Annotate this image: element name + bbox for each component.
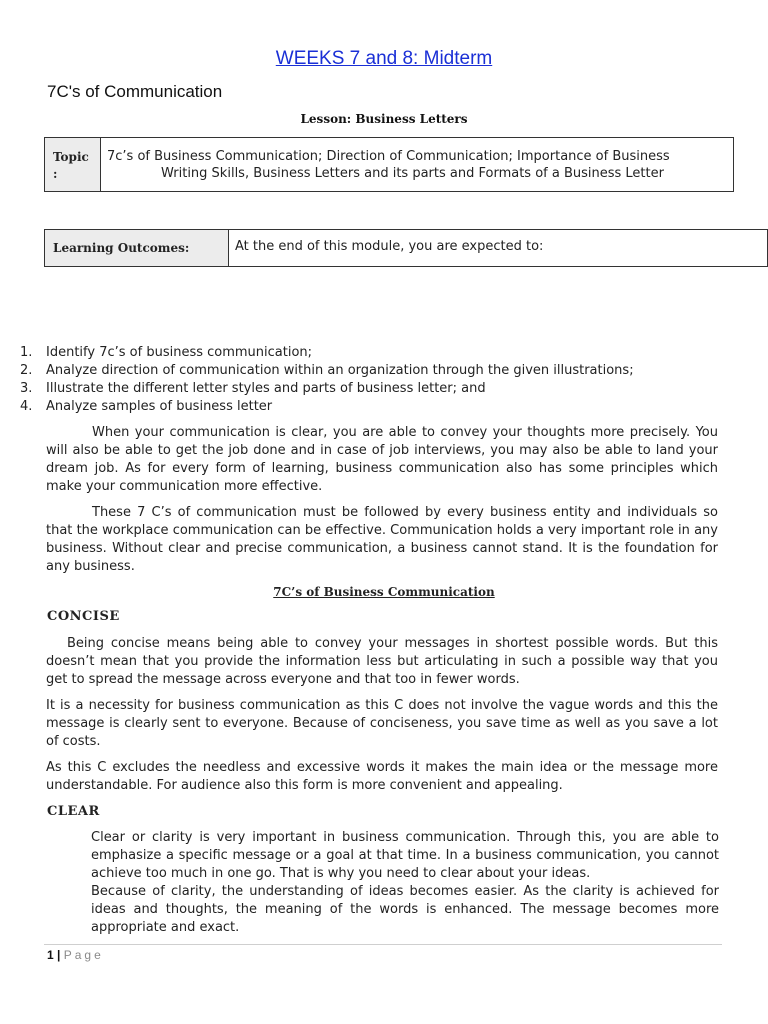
list-item <box>0 344 740 362</box>
list-number: 1. <box>20 345 33 360</box>
list-number: 4. <box>20 399 33 414</box>
topic-text-cell <box>101 138 733 191</box>
concise-paragraph-2: It is a necessity for business communication as this C does not involve the vague words and this the message is clearly sent to everyone. Because of conciseness, you save time as well as you save a lot of costs. <box>46 698 718 749</box>
concise-paragraph-3: As this C excludes the needless and excessive words it makes the main idea or the message more understandable. For audience also this form is more convenient and appealing. <box>46 760 718 793</box>
list-item <box>0 380 740 398</box>
footer-separator: | <box>57 948 61 962</box>
topic-text-line1: 7c’s of Business Communication; Direction of Communication; Importance of Business <box>107 149 670 164</box>
list-item <box>0 362 740 380</box>
topic-label: Topic <box>53 150 89 164</box>
list-number: 3. <box>20 381 33 396</box>
page-title[interactable]: WEEKS 7 and 8: Midterm <box>275 48 493 69</box>
list-number: 2. <box>20 363 33 378</box>
list-text: Analyze samples of business letter <box>46 399 273 414</box>
list-text: Illustrate the different letter styles and parts of business letter; and <box>46 381 486 396</box>
list-item <box>0 398 740 416</box>
clear-paragraph-2: Because of clarity, the understanding of ideas becomes easier. As the clarity is achieved for ideas and thoughts, the meaning of the words is enhanced. The message becomes more appropriate and exact. <box>91 884 719 935</box>
outcomes-list <box>0 344 740 416</box>
page-label: Page <box>63 948 104 962</box>
learning-outcomes-label: Learning Outcomes: <box>45 230 229 266</box>
clear-paragraph-1: Clear or clarity is very important in business communication. Through this, you are able to emphasize a specific message or a goal at that time. In a business communication, you cannot achieve too much in one go. That is why you need to clear about your ideas. <box>91 830 719 881</box>
concise-paragraph-1: Being concise means being able to convey your messages in shortest possible words. But this doesn’t mean that you provide the information less but articulating in such a possible way that you get to spread the message across everyone and that too in fewer words. <box>46 636 718 687</box>
intro-paragraph-1: When your communication is clear, you are able to convey your thoughts more precisely. You will also be able to get the job done and in case of job interviews, you may also be able to land your dream job. As for every form of learning, business communication also has some principles which make your communication more effective. <box>46 425 718 494</box>
section-title: 7C’s of Business Communication <box>273 585 495 599</box>
document-subtitle: 7C's of Communication <box>47 82 223 101</box>
intro-paragraph-2: These 7 C’s of communication must be followed by every business entity and individuals so that the workplace communication can be effective. Communication holds a very important role in any business. Without clear and precise communication, a business cannot stand. It is the foundation for any business. <box>46 505 718 574</box>
lesson-heading: Lesson: Business Letters <box>300 112 468 126</box>
learning-outcomes-table <box>44 229 768 267</box>
list-text: Analyze direction of communication within an organization through the given illustrations; <box>46 363 634 378</box>
topic-table <box>44 137 734 192</box>
topic-label-cell <box>45 138 101 191</box>
page-number: 1 <box>47 948 54 962</box>
topic-label-colon: : <box>53 167 58 181</box>
clear-heading: CLEAR <box>47 804 100 819</box>
concise-heading: CONCISE <box>47 609 120 624</box>
learning-outcomes-text: At the end of this module, you are expected to: <box>235 239 544 254</box>
page-footer <box>47 948 104 962</box>
footer-divider <box>44 944 722 945</box>
list-text: Identify 7c’s of business communication; <box>46 345 313 360</box>
topic-text-line2: Writing Skills, Business Letters and its parts and Formats of a Business Letter <box>161 166 664 181</box>
